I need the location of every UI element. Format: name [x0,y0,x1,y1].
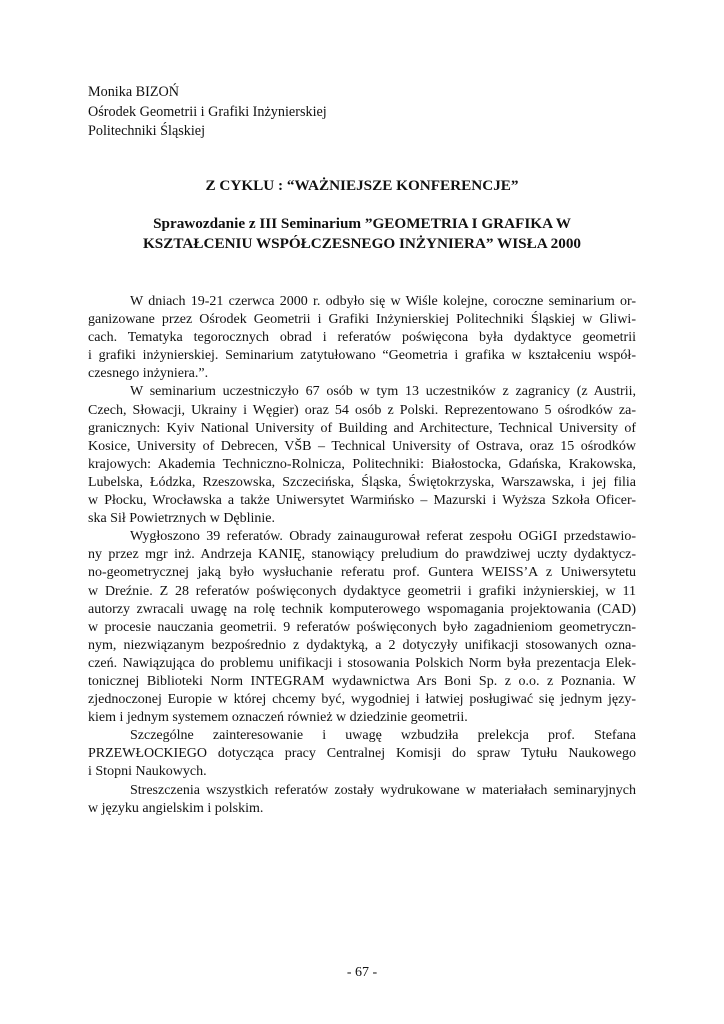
section-heading: Z CYKLU : “WAŻNIEJSZE KONFERENCJE” [205,177,519,194]
report-title [88,214,636,254]
paragraph [88,782,636,818]
paragraph-line: w Płocku, Wrocławska a także Uniwersytet Warmińsko – Mazurski i Wyższa Szkoła Oficer- [88,493,636,509]
paragraph-line: cach. Tematyka tegorocznych obrad i referatów poświęcona była dydaktyce geometrii [88,330,636,346]
paragraph [88,727,636,781]
paragraph-line: krajowych: Akademia Techniczno-Rolnicza, Politechniki: Białostocka, Gdańska, Krakowska, [88,456,636,472]
paragraph-line: Lubelska, Łódzka, Rzeszowska, Szczecińska, Śląska, Świętokrzyska, Warszawska, i jej filia [88,474,636,490]
paragraph-line: PRZEWŁOCKIEGO dotycząca pracy Centralnej Komisji do spraw Tytułu Naukowego [88,746,636,762]
page-number: - 67 - [346,965,378,980]
paragraph-line: tonicznej Biblioteki Norm INTEGRAM wydawnictwa Ars Boni Sp. z o.o. z Poznania. W [88,673,636,689]
paragraph-line: Wygłoszono 39 referatów. Obrady zainaugurował referat zespołu OGiGI przedstawio- [130,529,636,545]
report-title-line2: KSZTAŁCENIU WSPÓŁCZESNEGO INŻYNIERA” WISŁA 2000 [142,235,582,252]
paragraph-line: nym, niezwiązanym bezpośrednio z dydaktyką, a 2 dotyczyły unifikacji stosowanych ozna- [88,637,636,653]
paragraph-line: w języku angielskim i polskim. [88,800,264,816]
paragraph-line: Czech, Słowacji, Ukrainy i Węgier) oraz 54 osób z Polski. Reprezentowano 5 ośrodków za- [88,402,636,418]
author-affiliation-line2: Politechniki Śląskiej [88,123,206,139]
paragraph [88,383,636,528]
report-title-line1: Sprawozdanie z III Seminarium ”GEOMETRIA I GRAFIKA W [153,215,571,232]
paragraph-line: w procesie nauczania geometrii. 9 referatów poświęconych było zagadnieniom geometryczn- [88,619,636,635]
body-text [88,293,636,818]
author-affiliation-line1: Ośrodek Geometrii i Grafiki Inżynierskiej [88,103,327,120]
paragraph-line: i grafiki inżynierskiej. Seminarium zatytułowano “Geometria i grafika w kształceniu współ- [88,348,636,364]
paragraph-line: ganizowane przez Ośrodek Geometrii i Grafiki Inżynierskiej Politechniki Śląskiej w Gliwi- [88,312,636,328]
paragraph [88,293,636,383]
paragraph [88,528,636,727]
paragraph-line: Streszczenia wszystkich referatów zostały wydrukowane w materiałach seminaryjnych [130,782,636,798]
author-name: Monika BIZOŃ [88,84,180,100]
paragraph-line: kiem i jednym systemem oznaczeń również w dziedzinie geometrii. [88,710,468,726]
paragraph-line: Szczególne zainteresowanie i uwagę wzbudziła prelekcja prof. Stefana [130,728,636,744]
paragraph-line: no-geometrycznej jaką było wysłuchanie referatu prof. Guntera WEISS’A z Uniwersytetu [88,565,636,581]
paragraph-line: ska Sił Powietrznych w Dęblinie. [88,511,276,527]
paragraph-line: W dniach 19-21 czerwca 2000 r. odbyło się w Wiśle kolejne, coroczne seminarium or- [130,294,636,309]
author-block [88,83,327,142]
paragraph-line: autorzy zwracali uwagę na rolę technik komputerowego wspomagania projektowania (CAD) [88,601,636,617]
paragraph-line: zjednoczonej Europie w której chcemy być, wygodniej i łatwiej posługiwać się jednym języ- [88,692,636,708]
paragraph-line: i Stopni Naukowych. [88,764,207,780]
paragraph-line: w Dreźnie. Z 28 referatów poświęconych dydaktyce geometrii i grafiki inżynierskiej, w 11 [88,583,636,599]
paragraph-line: ny przez mgr inż. Andrzeja KANIĘ, stanowiący preludium do prawdziwej uczty dydaktycz- [88,547,636,563]
paragraph-line: W seminarium uczestniczyło 67 osób w tym 13 uczestników z zagranicy (z Austrii, [130,384,636,400]
paragraph-line: czesnego inżyniera.”. [88,366,209,382]
paragraph-line: czeń. Nawiązująca do problemu unifikacji i stosowania Polskich Norm była prezentacja Elek- [88,655,636,671]
paragraph-line: granicznych: Kyiv National University of Building and Architecture, Technical University of [88,420,636,436]
paragraph-line: Kosice, University of Debrecen, VŠB – Technical University of Ostrava, oraz 15 ośrodków [88,438,636,454]
